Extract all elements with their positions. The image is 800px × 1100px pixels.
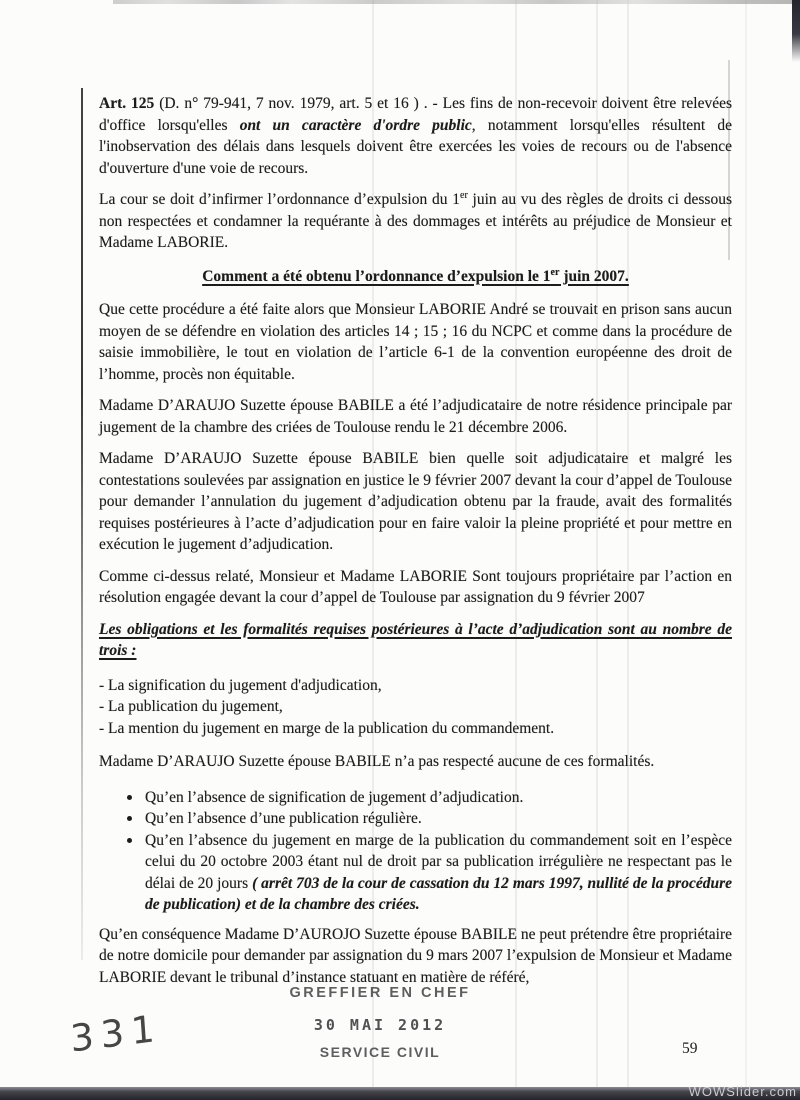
bullet-item: Qu’en l’absence d’une publication régulière. (99, 808, 732, 830)
paragraph-procedure-prison: Que cette procédure a été faite alors que Monsieur LABORIE André se trouvait en prison sans aucun moyen de se défendre en violation des articles 14 ; 15 ; 16 du NCPC et comme dans la procédure de saisie immobilière, le tout en violation de l’article 6-1 de la convention européenne des droit de l’homme, procès non équitable. (99, 301, 732, 383)
paragraph-adjudicataire: Madame D’ARAUJO Suzette épouse BABILE a été l’adjudicataire de notre résidence principale par jugement de la chambre des criées de Toulouse rendu le 21 décembre 2006. (99, 397, 732, 436)
stamp-service-label: SERVICE CIVIL (319, 1044, 441, 1060)
absence-bullet-list (99, 787, 732, 916)
formalites-dash-list (99, 675, 732, 740)
article-number: Art. 125 (99, 95, 155, 112)
paragraph-contestations: Madame D’ARAUJO Suzette épouse BABILE bien quelle soit adjudicataire et malgré les contestations soulevées par assignation en justice le 9 février 2007 devant la cour d’appel de Toulouse pour demander l’annulation du jugement d’adjudication obtenu par la fraude, avait des formalités requises postérieures à l’acte d’adjudication pour en faire valoir la pleine propriété et pour mettre en exécution le jugement d’adjudication. (99, 450, 732, 553)
document-text (99, 93, 732, 998)
bullet-icon (127, 795, 132, 800)
bullet-item: Qu’en l’absence du jugement en marge de la publication du commandement soit en l’espèce celui du 20 octobre 2003 étant nul de droit par sa publication irrégulière ne respectant pas le délai de 20 jours ( arrêt 703 de la cour de cassation du 12 mars 1997, nullité de la procédure de publication) et de la chambre des criées. (99, 830, 732, 916)
scan-edge-top (113, 0, 800, 4)
handwritten-number: 331 (68, 1006, 163, 1061)
bullet-icon (127, 838, 132, 843)
scan-edge-bottom (0, 1087, 800, 1100)
dash-item: - La signification du jugement d'adjudication, (99, 676, 382, 694)
stamp-greffier-label: GREFFIER EN CHEF (289, 985, 471, 1001)
formalites-heading: Les obligations et les formalités requises postérieures à l’acte d’adjudication sont au nombre de trois : (99, 620, 732, 659)
expulsion-order-heading: Comment a été obtenu l’ordonnance d’expulsion le 1er juin 2007. (202, 266, 629, 285)
stamp-date: 30 MAI 2012 (313, 1016, 447, 1034)
date-stamp (280, 985, 480, 1060)
page-number: 59 (682, 1040, 698, 1057)
scan-streak (745, 0, 747, 1100)
paragraph-art-125: Art. 125 (D. n° 79-941, 7 nov. 1979, art. 5 et 16 ) . - Les fins de non-recevoir doivent être relevées d'office lorsqu'elles ont un caractère d'ordre public, notamment lorsqu'elles résultent de l'inobservation des délais dans lesquels doivent être exercées les voies de recours ou de l'absence d'ouverture d'une voie de recours. (99, 95, 733, 177)
paragraph-non-respect: Madame D’ARAUJO Suzette épouse BABILE n’a pas respecté aucune de ces formalités. (99, 753, 655, 770)
dash-item: - La mention du jugement en marge de la publication du commandement. (99, 719, 555, 737)
scan-edge-right (792, 0, 800, 62)
paragraph-consequence: Qu’en conséquence Madame D’AUROJO Suzette épouse BABILE ne peut prétendre être propriétaire de notre domicile pour demander par assignation du 9 mars 2007 l’expulsion de Monsieur et Madame LABORIE devant le tribunal d’instance statuant en matière de référé, (99, 925, 732, 986)
scan-fold-line (81, 88, 83, 960)
paragraph-cour-infirmer: La cour se doit d’infirmer l’ordonnance d’expulsion du 1er juin au vu des règles de droits ci dessous non respectées et condamner la requérante à des dommages et intérêts au préjudice de Monsieur et Madame LABORIE. (99, 189, 732, 251)
dash-item: - La publication du jugement, (99, 698, 283, 715)
wowslider-watermark[interactable]: WOWSlider.com (688, 1084, 797, 1099)
paragraph-toujours-proprietaire: Comme ci-dessus relaté, Monsieur et Madame LABORIE Sont toujours propriétaire par l’action en résolution engagée devant la cour d’appel de Toulouse par assignation du 9 février 2007 (99, 567, 732, 606)
bullet-item: Qu’en l’absence de signification de jugement d’adjudication. (99, 787, 732, 809)
bullet-icon (127, 816, 132, 821)
